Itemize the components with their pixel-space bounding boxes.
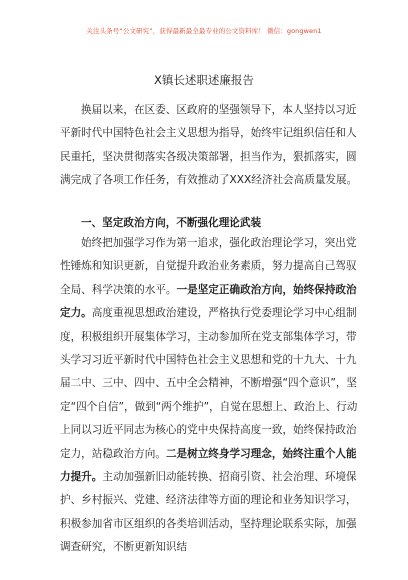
header-note: 关注头条号“公文研究”，获得最新最全最专业的公文资料库！ 微信：gongwen1 bbox=[86, 27, 322, 35]
paragraph-text: 高度重视思想政治建设，严格执行党委理论学习中心组制度，积极组织开展集体学习，主动参加所在党支部集体学习，带头学习习近平新时代中国特色社会主义思想和党的十九大、十九届二中、三中、四中、五中全会精神，不断增强“四个意识”，坚定“四个自信”，做到“两个维护”，自觉在思想上、政治上、行动上同以习近平同志为核心的党中央保持高度一致，始终保持政治定力，站稳政治方向。 bbox=[60, 307, 358, 460]
section-heading: 一、坚定政治方向，不断强化理论武装 bbox=[81, 217, 262, 229]
paragraph-text: 始终把加强学习作为第一追求，强化政治理论学习，突出党性锤炼和知识更新，自觉提升政治业务素质，努力提高自己驾驭全局、科学决策的水平。 bbox=[60, 237, 357, 296]
section-paragraph bbox=[60, 232, 360, 560]
paragraph-text: 主动加强新旧动能转换、招商引资、社会治理、环境保护、乡村振兴、党建、经济法律等方面的理论和业务知识学习，积极参加省市区组织的各类培训活动，坚持理论联系实际，加强调查研究，不断更新知识结 bbox=[60, 471, 357, 554]
bold-point-2: 二是树立终身学习理念，始终注重个人能力提升。 bbox=[60, 447, 357, 484]
intro-paragraph: 换届以来，在区委、区政府的坚强领导下，本人坚持以习近平新时代中国特色社会主义思想为指导，始终牢记组织信任和人民重托，坚决贯彻落实各级决策部署，担当作为，狠抓落实，圆满完成了各项工作任务，有效推动了XXX经济社会高质量发展。 bbox=[60, 104, 358, 187]
document-title: X镇长述职述廉报告 bbox=[154, 73, 254, 87]
bold-point-1: 一是坚定正确政治方向，始终保持政治定力。 bbox=[60, 283, 357, 320]
